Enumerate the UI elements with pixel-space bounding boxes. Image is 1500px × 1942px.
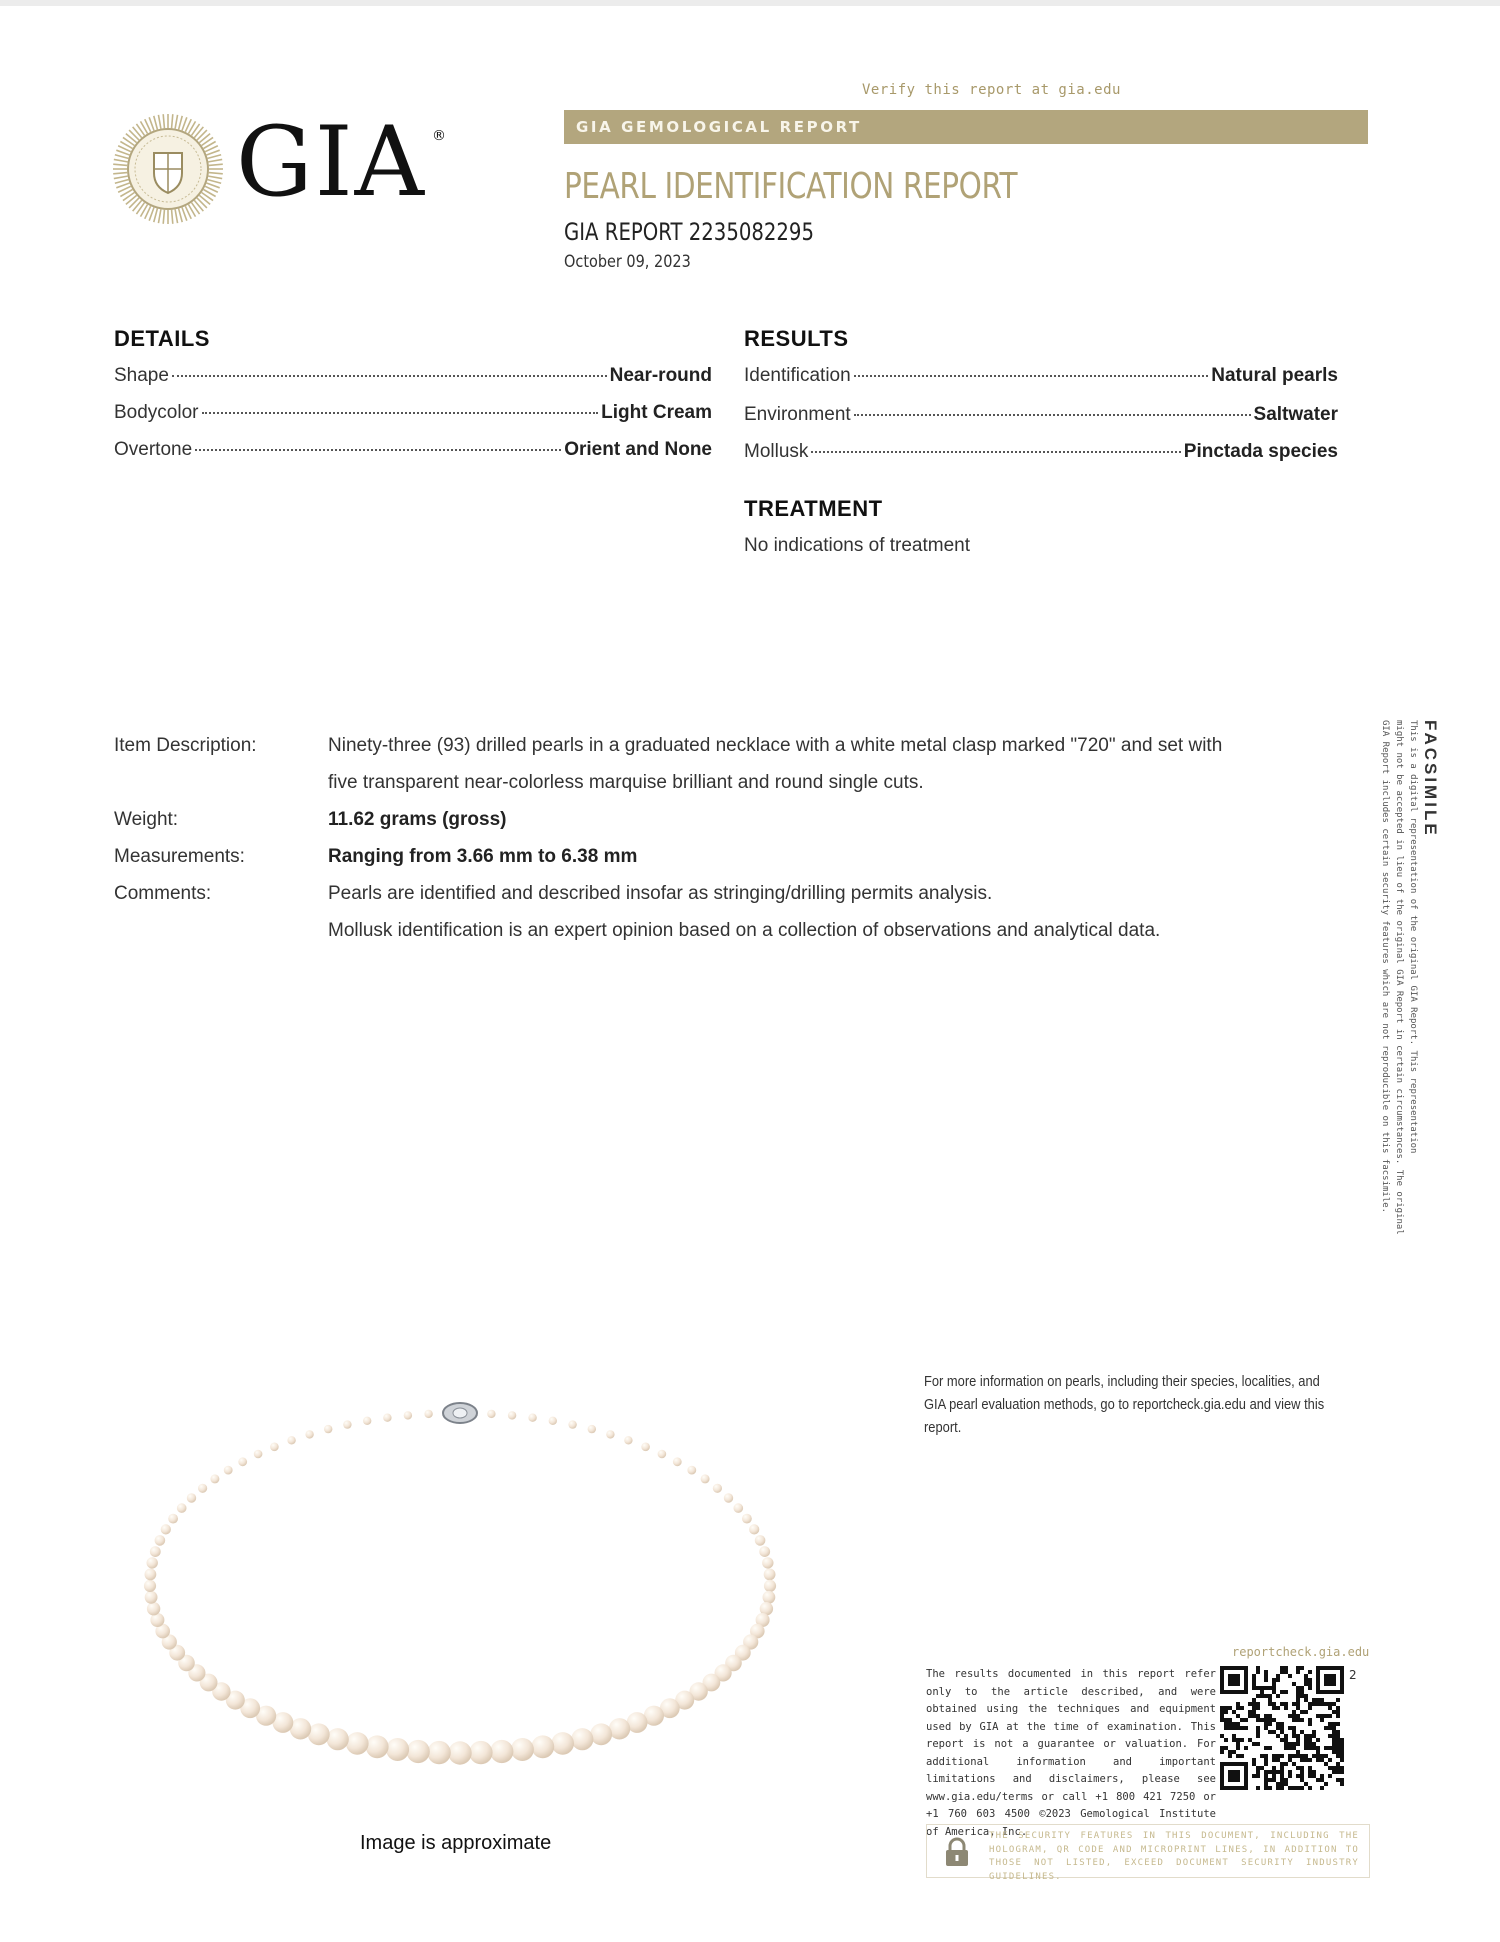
comments-line1: Pearls are identified and described insofar as stringing/drilling permits analysis.: [328, 883, 993, 904]
gia-seal-icon: [112, 113, 224, 225]
pearl: [487, 1410, 495, 1418]
pearl: [161, 1524, 171, 1534]
pearl: [147, 1602, 160, 1615]
security-text: THE SECURITY FEATURES IN THIS DOCUMENT, INCLUDING THE HOLOGRAM, QR CODE AND MICROPRINT LINES, IN ADDITION TO THOSE NOT LISTED, EXCEED DOCUMENT SECURITY INDUSTRY GUIDELINES.: [989, 1831, 1359, 1882]
row-label: Environment: [744, 404, 851, 425]
item-description-line2: five transparent near-colorless marquise brilliant and round single cuts.: [328, 772, 924, 793]
row-label: Identification: [744, 365, 851, 386]
top-border: [0, 0, 1500, 6]
pearl: [571, 1728, 593, 1750]
pearl: [490, 1740, 513, 1763]
clasp-icon: [443, 1403, 477, 1423]
details-row-overtone: [114, 439, 712, 461]
pearl: [590, 1723, 612, 1745]
more-info-text: For more information on pearls, including their species, localities, and GIA pearl evaluation methods, go to reportcheck.gia.edu and view this report.: [924, 1373, 1325, 1436]
pearl: [287, 1436, 295, 1444]
pearl: [713, 1484, 722, 1493]
pearl: [624, 1436, 632, 1444]
pearl: [224, 1466, 233, 1475]
report-number: GIA REPORT 2235082295: [564, 218, 814, 246]
results-row-identification: [744, 365, 1338, 387]
pearl: [528, 1414, 536, 1422]
pearl: [508, 1411, 516, 1419]
pearl: [609, 1718, 630, 1739]
details-heading: DETAILS: [114, 326, 210, 351]
pearl: [588, 1425, 596, 1433]
pearl: [606, 1430, 614, 1438]
pearl: [568, 1420, 576, 1428]
reportcheck-link[interactable]: reportcheck.gia.edu: [1232, 1645, 1370, 1659]
report-title: PEARL IDENTIFICATION REPORT: [564, 166, 1018, 207]
pearl: [308, 1723, 330, 1745]
row-value: Orient and None: [564, 439, 712, 460]
pearl: [383, 1414, 391, 1422]
pearl: [366, 1735, 389, 1758]
lock-icon: [943, 1837, 971, 1867]
facsimile-note: [1380, 720, 1440, 1235]
row-value: Light Cream: [601, 402, 712, 423]
row-value: Natural pearls: [1211, 365, 1338, 386]
pearl: [764, 1569, 776, 1581]
pearl: [724, 1493, 733, 1502]
gia-wordmark: GIA: [236, 106, 426, 218]
row-label: Overtone: [114, 439, 193, 460]
pearl: [549, 1417, 557, 1425]
security-note: [926, 1824, 1370, 1882]
disclaimer-text: The results documented in this report refer only to the article described, and were obtained using the techniques and equipment used by GIA at the time of examination. This report is not a guarantee or valuation. For additional information and important limitations and disclaimers, please see www.gia.edu/terms or call +1 800 421 7250 or +1 760 603 4500 ©2023 Gemological Institute of America, Inc.: [926, 1668, 1216, 1838]
item-description-line1: Ninety-three (93) drilled pearls in a graduated necklace with a white metal clasp marked "720" and set with: [328, 735, 1223, 756]
pearl: [144, 1580, 156, 1592]
pearl: [177, 1503, 187, 1513]
pearl: [658, 1450, 667, 1459]
pearl: [759, 1546, 770, 1557]
row-label: Shape: [114, 365, 169, 386]
row-value: Saltwater: [1253, 404, 1338, 425]
pearl: [511, 1738, 534, 1761]
facsimile-title: FACSIMILE: [1421, 720, 1440, 838]
pearl: [763, 1591, 776, 1604]
row-label: Mollusk: [744, 441, 809, 462]
pearl: [150, 1546, 161, 1557]
pearl: [343, 1420, 351, 1428]
item-description-label: Item Description:: [114, 735, 257, 756]
pearl: [238, 1457, 247, 1466]
results-row-environment: [744, 404, 1338, 426]
pearl: [749, 1524, 759, 1534]
pearl: [734, 1503, 744, 1513]
pearl: [424, 1410, 432, 1418]
pearl: [155, 1535, 166, 1546]
pearl: [198, 1484, 207, 1493]
qr-number: 2: [1349, 1668, 1357, 1682]
pearl: [327, 1728, 349, 1750]
details-row-shape: [114, 365, 712, 387]
row-value: Near-round: [609, 365, 712, 386]
pearl: [701, 1474, 710, 1483]
pearl: [210, 1474, 219, 1483]
pearl: [145, 1591, 158, 1604]
report-band-label: GIA GEMOLOGICAL REPORT: [576, 118, 862, 136]
details-row-bodycolor: [114, 402, 712, 424]
facsimile-line1: This is a digital representation of the original GIA Report. This representation: [1408, 720, 1418, 1154]
pearl: [386, 1738, 409, 1761]
pearl: [270, 1443, 279, 1452]
pearl: [764, 1580, 776, 1592]
pearl: [407, 1740, 430, 1763]
verify-link[interactable]: Verify this report at gia.edu: [862, 82, 1121, 98]
facsimile-line3: GIA Report includes certain security features which are not reproducible on this facsimile.: [1380, 720, 1390, 1214]
qr-code-icon[interactable]: [1220, 1666, 1344, 1790]
row-label: Bodycolor: [114, 402, 199, 423]
results-heading: RESULTS: [744, 326, 849, 351]
pearl: [168, 1514, 178, 1524]
pearl: [448, 1741, 471, 1764]
registered-mark: ®: [432, 128, 446, 144]
report-band: [564, 110, 1368, 144]
pearl: [363, 1417, 371, 1425]
treatment-heading: TREATMENT: [744, 496, 883, 521]
facsimile-line2: might not be accepted in lieu of the original GIA Report in certain circumstances. The original: [1394, 720, 1404, 1235]
pearl: [755, 1535, 766, 1546]
pearl: [254, 1450, 263, 1459]
weight-value: 11.62 grams (gross): [328, 809, 507, 830]
results-row-mollusk: [744, 441, 1338, 463]
pearl: [687, 1466, 696, 1475]
pearl: [641, 1443, 650, 1452]
pearl: [469, 1741, 492, 1764]
pearl: [324, 1425, 332, 1433]
pearl: [404, 1411, 412, 1419]
pearl: [187, 1493, 196, 1502]
pearl: [147, 1557, 158, 1568]
pearl: [346, 1732, 369, 1755]
pearl: [531, 1735, 554, 1758]
pearl: [762, 1557, 773, 1568]
comments-line2: Mollusk identification is an expert opinion based on a collection of observations and analytical data.: [328, 920, 1161, 941]
row-value: Pinctada species: [1183, 441, 1338, 462]
measurements-value: Ranging from 3.66 mm to 6.38 mm: [328, 846, 638, 867]
pearl-necklace-image: [135, 1395, 785, 1775]
pearl: [551, 1732, 574, 1755]
pearl: [673, 1457, 682, 1466]
pearl: [427, 1741, 450, 1764]
pearl: [305, 1430, 313, 1438]
comments-label: Comments:: [114, 883, 212, 904]
image-caption: Image is approximate: [360, 1832, 552, 1854]
treatment-text: No indications of treatment: [744, 535, 971, 556]
pearl: [145, 1569, 157, 1581]
report-date: October 09, 2023: [564, 252, 691, 272]
weight-label: Weight:: [114, 809, 179, 830]
pearl: [742, 1514, 752, 1524]
measurements-label: Measurements:: [114, 846, 245, 867]
